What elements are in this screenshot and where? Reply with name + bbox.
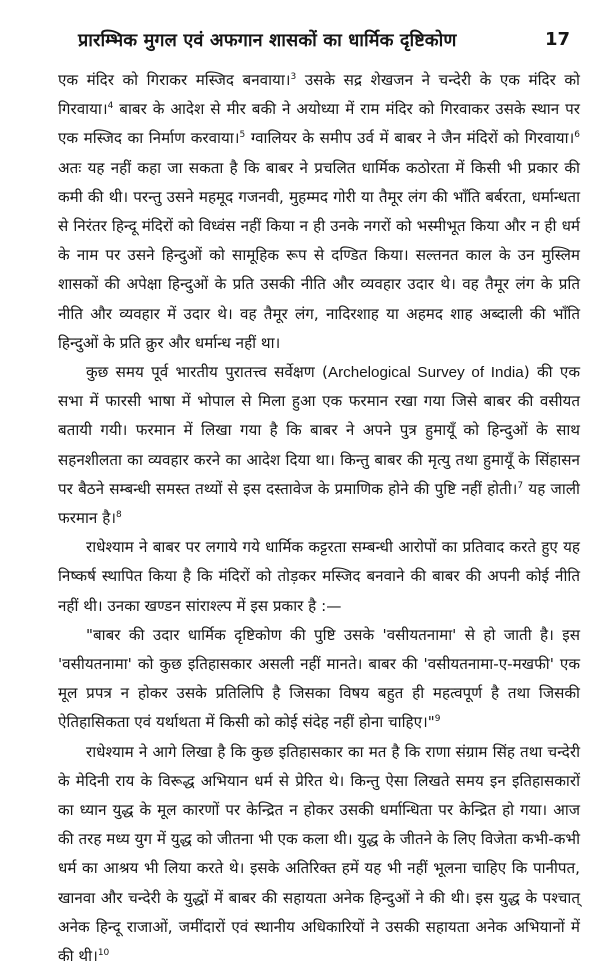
block-quote xyxy=(58,621,580,738)
paragraph-3 xyxy=(58,533,580,621)
paragraph-text: राधेश्याम ने बाबर पर लगाये गये धार्मिक कट्टरता सम्बन्धी आरोपों का प्रतिवाद करते हुए यह निष्कर्ष स्थापित किया है कि मंदिरों को तोड़कर मस्जिद बनवाने की बाबर की अपनी कोई नीति नहीं थी। उनका खण्डन सांराश्ल्प में इस प्रकार है :— xyxy=(58,538,580,615)
paragraph-text: अतः यह नहीं कहा जा सकता है कि बाबर ने प्रचलित धार्मिक कठोरता में किसी भी प्रकार की कमी की थी। परन्तु उसने महमूद गजनवी, मुहम्मद गोरी या तैमूर लंग की भाँति बर्बरता, धर्मान्धता से निरंतर हिन्दू मंदिरों को विध्वंस नहीं किया न ही उनके नगरों को भस्मीभूत किया और न ही धर्म के नाम पर उसने हिन्दुओं को सामूहिक रूप से दण्डित किया। सल्तनत काल के उन मुस्लिम शासकों की अपेक्षा हिन्दुओं के प्रति उसकी नीति और व्यवहार उदार थे। वह तैमूर लंग के प्रति नीति और व्यवहार में उदार थे। वह तैमूर लंग, नादिरशाह या अहमद शाह अब्दाली की भाँति हिन्दुओं के प्रति क्रुर और धर्मान्ध नहीं था। xyxy=(58,158,580,352)
paragraph-text: एक मंदिर को गिराकर मस्जिद बनवाया। xyxy=(58,71,291,89)
paragraph-text: कुछ समय पूर्व भारतीय पुरातत्त्व सर्वेक्षण ( xyxy=(86,363,328,382)
english-term: Archelogical Survey of India xyxy=(327,364,524,382)
paragraph-2 xyxy=(58,358,580,533)
footnote-marker: 5 xyxy=(239,130,246,141)
paragraph-text: ग्वालियर के समीप उर्व में बाबर ने जैन मंदिरों को गिरवाया। xyxy=(245,129,575,148)
footnote-marker: 10 xyxy=(97,948,110,959)
footnote-marker: 4 xyxy=(107,101,114,112)
paragraph-text: ) की एक सभा में फारसी भाषा में भोपाल से मिला हुआ एक फरमान रखा गया जिसे बाबर की वसीयत बतायी गयी। फरमान में लिखा गया है कि बाबर ने अपने पुत्र हुमायूँ को हिन्दुओं के साथ सहनशीलता का व्यवहार करने का आदेश दिया था। किन्तु बाबर की मृत्यु तथा हुमायूँ के सिंहासन पर बैठने सम्बन्धी समस्त तथ्यों से इस दस्तावेज के प्रमाणिक होने की पुष्टि नहीं होती। xyxy=(58,363,580,498)
footnote-marker: 7 xyxy=(517,480,524,491)
page-header xyxy=(58,28,580,54)
running-title: प्रारम्भिक मुगल एवं अफगान शासकों का धार्मिक दृष्टिकोण xyxy=(78,30,457,51)
paragraph-1 xyxy=(58,66,580,358)
page-number: 17 xyxy=(544,29,570,50)
paragraph-text: बाबर के आदेश से मीर बकी ने अयोध्या में राम मंदिर को गिरवाकर उसके स्थान पर एक मस्जिद का निर्माण करवाया। xyxy=(58,100,580,148)
paragraph-text: उसके सद्र शेखजन ने चन्देरी के एक मंदिर को गिरवाया। xyxy=(58,71,580,119)
paragraph-5 xyxy=(58,738,580,971)
footnote-marker: 8 xyxy=(116,510,122,521)
footnote-marker: 9 xyxy=(434,714,441,725)
paragraph-text: यह जाली फरमान है। xyxy=(58,479,580,528)
paragraph-text: राधेश्याम ने आगे लिखा है कि कुछ इतिहासकार का मत है कि राणा संग्राम सिंह तथा चन्देरी के मेदिनी राय के विरूद्ध अभियान धर्म से प्रेरित थे। किन्तु ऐसा लिखते समय इन इतिहासकारों का ध्यान युद्ध के मूल कारणों पर केन्द्रित न होकर उसकी धर्मान्धिता पर केन्द्रित हो गया। आज की तरह मध्य युग में युद्ध को जीतना भी एक कला थी। युद्ध के जीतने के लिए विजेता कभी-कभी धर्म का आश्रय भी लिया करते थे। इसके अतिरिक्त हमें यह भी नहीं भूलना चाहिए कि पानीपत, खानवा और चन्देरी के युद्धों में बाबर की सहायता अनेक हिन्दुओं ने की थी। इस युद्ध के पश्चात् अनेक हिन्दू राजाओं, जमींदारों एवं स्थानीय अधिकारियों ने उसकी सहायता अनेक अभियानों में की थी। xyxy=(58,742,580,966)
body-text xyxy=(58,66,580,971)
footnote-marker: 6 xyxy=(574,130,581,141)
quote-text: "बाबर की उदार धार्मिक दृष्टिकोण की पुष्टि उसके 'वसीयतनामा' से हो जाती है। इस 'वसीयतनामा' को कुछ इतिहासकार असली नहीं मानते। बाबर की 'वसीयतनामा-ए-मखफी' एक मूल प्रपत्र न होकर उसके प्रतिलिपि है जिसका विषय बहुत ही महत्वपूर्ण है तथा जिसकी ऐतिहासिकता एवं यर्थाथता में किसी को कोई संदेह नहीं होना चाहिए।" xyxy=(58,625,580,732)
footnote-marker: 3 xyxy=(290,72,297,82)
